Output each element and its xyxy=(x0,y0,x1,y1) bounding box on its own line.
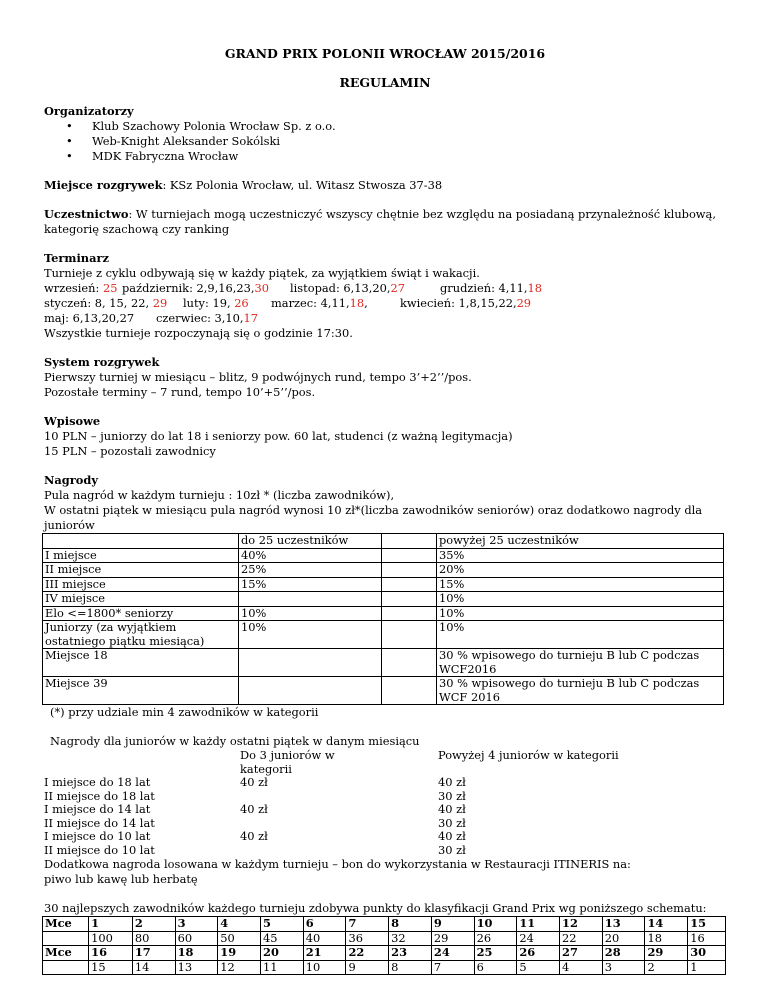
organizers-list xyxy=(44,119,726,164)
table-row: Elo <=1800* seniorzy 10% 10% xyxy=(43,606,724,621)
points-section xyxy=(44,901,726,975)
points-cell: 7 xyxy=(431,960,474,975)
prizes-section xyxy=(44,473,726,720)
place-cell: 13 xyxy=(602,917,645,932)
points-cell: 80 xyxy=(132,931,175,946)
place-cell: 21 xyxy=(303,946,346,961)
system-line: Pozostałe terminy – 7 rund, tempo 10’+5’’/pos. xyxy=(44,385,316,399)
fees-line: 15 PLN – pozostali zawodnicy xyxy=(44,444,216,458)
schedule-section xyxy=(44,251,726,341)
points-cell: 18 xyxy=(645,931,688,946)
junior-prizes-section xyxy=(44,734,726,887)
points-cell: 6 xyxy=(474,960,517,975)
place-cell: 20 xyxy=(261,946,304,961)
place-cell: 23 xyxy=(389,946,432,961)
points-cell: 3 xyxy=(602,960,645,975)
points-cell: 45 xyxy=(261,931,304,946)
fees-line: 10 PLN – juniorzy do lat 18 i seniorzy pow. 60 lat, studenci (z ważną legitymacja) xyxy=(44,429,513,443)
table-row: II miejsce 25% 20% xyxy=(43,563,724,578)
place-cell: 7 xyxy=(346,917,389,932)
schedule-start-time: Wszystkie turnieje rozpoczynają się o godzinie 17:30. xyxy=(44,326,353,340)
schedule-row-3 xyxy=(44,311,726,326)
schedule-june: czerwiec: 3,10,17 xyxy=(156,311,259,325)
place-cell: 28 xyxy=(602,946,645,961)
place-cell: 6 xyxy=(303,917,346,932)
points-row-label xyxy=(43,931,89,946)
table-row xyxy=(43,946,726,961)
points-cell: 60 xyxy=(175,931,218,946)
place-cell: 1 xyxy=(89,917,133,932)
place-cell: 12 xyxy=(560,917,603,932)
points-cell: 20 xyxy=(602,931,645,946)
table-row: II miejsce do 14 lat 30 zł xyxy=(44,815,466,830)
table-row: Miejsce 18 30 % wpisowego do turnieju B lub C podczas WCF2016 xyxy=(43,649,724,677)
points-table xyxy=(42,916,726,975)
schedule-may: maj: 6,13,20,27 xyxy=(44,311,135,325)
points-row-label: Mce xyxy=(43,917,89,932)
table-row: I miejsce do 18 lat 40 zł 40 zł xyxy=(44,775,466,789)
points-cell: 12 xyxy=(218,960,261,975)
fees-section xyxy=(44,414,726,459)
fees-heading: Wpisowe xyxy=(44,414,101,428)
schedule-october: październik: 2,9,16,23,30 xyxy=(122,281,270,295)
list-item: • MDK Fabryczna Wrocław xyxy=(66,149,726,164)
points-cell: 32 xyxy=(389,931,432,946)
place-cell: 8 xyxy=(389,917,432,932)
place-cell: 17 xyxy=(132,946,175,961)
points-cell: 29 xyxy=(431,931,474,946)
points-row-label: Mce xyxy=(43,946,89,961)
place-cell: 9 xyxy=(431,917,474,932)
points-cell: 16 xyxy=(688,931,726,946)
points-cell: 50 xyxy=(218,931,261,946)
table-row: I miejsce do 14 lat 40 zł 40 zł xyxy=(44,802,466,816)
junior-extra-line: Dodatkowa nagroda losowana w każdym turnieju – bon do wykorzystania w Restauracji ITINERIS na: xyxy=(44,857,631,871)
points-cell: 4 xyxy=(560,960,603,975)
place-cell: 16 xyxy=(89,946,133,961)
table-row: I miejsce do 10 lat 40 zł 40 zł xyxy=(44,829,466,843)
table-row: I miejsce 40% 35% xyxy=(43,548,724,563)
prizes-footnote: (*) przy udziale min 4 zawodników w kategorii xyxy=(50,705,319,719)
prizes-line: W ostatni piątek w miesiącu pula nagród wynosi 10 zł*(liczba zawodników seniorów) oraz dodatkowo nagrody dla juniorów xyxy=(44,503,703,532)
table-row: III miejsce 15% 15% xyxy=(43,577,724,592)
points-cell: 2 xyxy=(645,960,688,975)
points-cell: 11 xyxy=(261,960,304,975)
points-cell: 5 xyxy=(517,960,560,975)
table-row: Do 3 juniorów w kategorii Powyżej 4 juniorów w kategorii xyxy=(240,748,619,776)
prizes-line: Pula nagród w każdym turnieju : 10zł * (liczba zawodników), xyxy=(44,488,395,502)
table-row: IV miejsce 10% xyxy=(43,592,724,607)
points-cell: 36 xyxy=(346,931,389,946)
place-cell: 3 xyxy=(175,917,218,932)
table-row: II miejsce do 10 lat 30 zł xyxy=(44,842,466,857)
place-cell: 5 xyxy=(261,917,304,932)
schedule-march: marzec: 4,11,18, xyxy=(271,296,368,310)
document-page xyxy=(44,46,726,975)
table-row xyxy=(43,917,726,932)
place-cell: 2 xyxy=(132,917,175,932)
points-cell: 9 xyxy=(346,960,389,975)
organizers-heading: Organizatorzy xyxy=(44,104,134,118)
place-cell: 27 xyxy=(560,946,603,961)
points-cell: 24 xyxy=(517,931,560,946)
venue-section xyxy=(44,178,726,193)
junior-extra-line: piwo lub kawę lub herbatę xyxy=(44,872,198,886)
schedule-heading: Terminarz xyxy=(44,251,109,265)
table-row: II miejsce do 18 lat 30 zł xyxy=(44,788,466,803)
place-cell: 22 xyxy=(346,946,389,961)
prizes-table xyxy=(42,533,724,705)
place-cell: 30 xyxy=(688,946,726,961)
participation-section xyxy=(44,207,726,237)
system-section xyxy=(44,355,726,400)
schedule-november: listopad: 6,13,20,27 xyxy=(290,281,405,295)
place-cell: 14 xyxy=(645,917,688,932)
place-cell: 18 xyxy=(175,946,218,961)
place-cell: 26 xyxy=(517,946,560,961)
schedule-april: kwiecień: 1,8,15,22,29 xyxy=(400,296,532,310)
junior-prizes-heading: Nagrody dla juniorów w każdy ostatni piątek w danym miesiącu xyxy=(50,734,420,748)
list-item: • Klub Szachowy Polonia Wrocław Sp. z o.o. xyxy=(66,119,726,134)
points-cell: 14 xyxy=(132,960,175,975)
participation-text: : W turniejach mogą uczestniczyć wszyscy chętnie bez względu na posiadaną przynależność klubową, kategorię szachową czy ranking xyxy=(44,207,716,236)
place-cell: 25 xyxy=(474,946,517,961)
points-cell: 22 xyxy=(560,931,603,946)
table-row: Juniorzy (za wyjątkiem ostatniego piątku miesiąca) 10% 10% xyxy=(43,621,724,649)
document-title: GRAND PRIX POLONII WROCŁAW 2015/2016 xyxy=(224,46,546,61)
points-cell: 8 xyxy=(389,960,432,975)
participation-label: Uczestnictwo xyxy=(44,207,129,221)
points-cell: 15 xyxy=(89,960,133,975)
place-cell: 19 xyxy=(218,946,261,961)
place-cell: 10 xyxy=(474,917,517,932)
schedule-february: luty: 19, 26 xyxy=(183,296,249,310)
prizes-heading: Nagrody xyxy=(44,473,98,487)
points-cell: 40 xyxy=(303,931,346,946)
venue-text: : KSz Polonia Wrocław, ul. Witasz Stwosza 37-38 xyxy=(162,178,443,192)
place-cell: 15 xyxy=(688,917,726,932)
points-cell: 100 xyxy=(89,931,133,946)
points-row-label xyxy=(43,960,89,975)
table-row xyxy=(43,960,726,975)
schedule-december: grudzień: 4,11,18 xyxy=(440,281,543,295)
points-cell: 1 xyxy=(688,960,726,975)
organizers-section xyxy=(44,104,726,164)
points-cell: 10 xyxy=(303,960,346,975)
schedule-september: wrzesień: 25 xyxy=(44,281,118,295)
place-cell: 4 xyxy=(218,917,261,932)
list-item: • Web-Knight Aleksander Sokólski xyxy=(66,134,726,149)
system-heading: System rozgrywek xyxy=(44,355,160,369)
place-cell: 24 xyxy=(431,946,474,961)
schedule-row-1 xyxy=(44,281,726,296)
place-cell: 29 xyxy=(645,946,688,961)
junior-prizes-table xyxy=(42,749,724,857)
venue-label: Miejsce rozgrywek xyxy=(44,178,163,192)
table-row: do 25 uczestników powyżej 25 uczestników xyxy=(43,534,724,549)
place-cell: 11 xyxy=(517,917,560,932)
points-cell: 13 xyxy=(175,960,218,975)
schedule-intro: Turnieje z cyklu odbywają się w każdy piątek, za wyjątkiem świąt i wakacji. xyxy=(44,266,480,280)
document-subtitle: REGULAMIN xyxy=(339,75,431,90)
schedule-row-2 xyxy=(44,296,726,311)
system-line: Pierwszy turniej w miesiącu – blitz, 9 podwójnych rund, tempo 3’+2’’/pos. xyxy=(44,370,472,384)
points-intro: 30 najlepszych zawodników każdego turnieju zdobywa punkty do klasyfikacji Grand Prix wg poniższego schematu: xyxy=(44,901,707,915)
table-row xyxy=(43,931,726,946)
table-row: Miejsce 39 30 % wpisowego do turnieju B lub C podczas WCF 2016 xyxy=(43,677,724,705)
schedule-january: styczeń: 8, 15, 22, 29 xyxy=(44,296,168,310)
points-cell: 26 xyxy=(474,931,517,946)
